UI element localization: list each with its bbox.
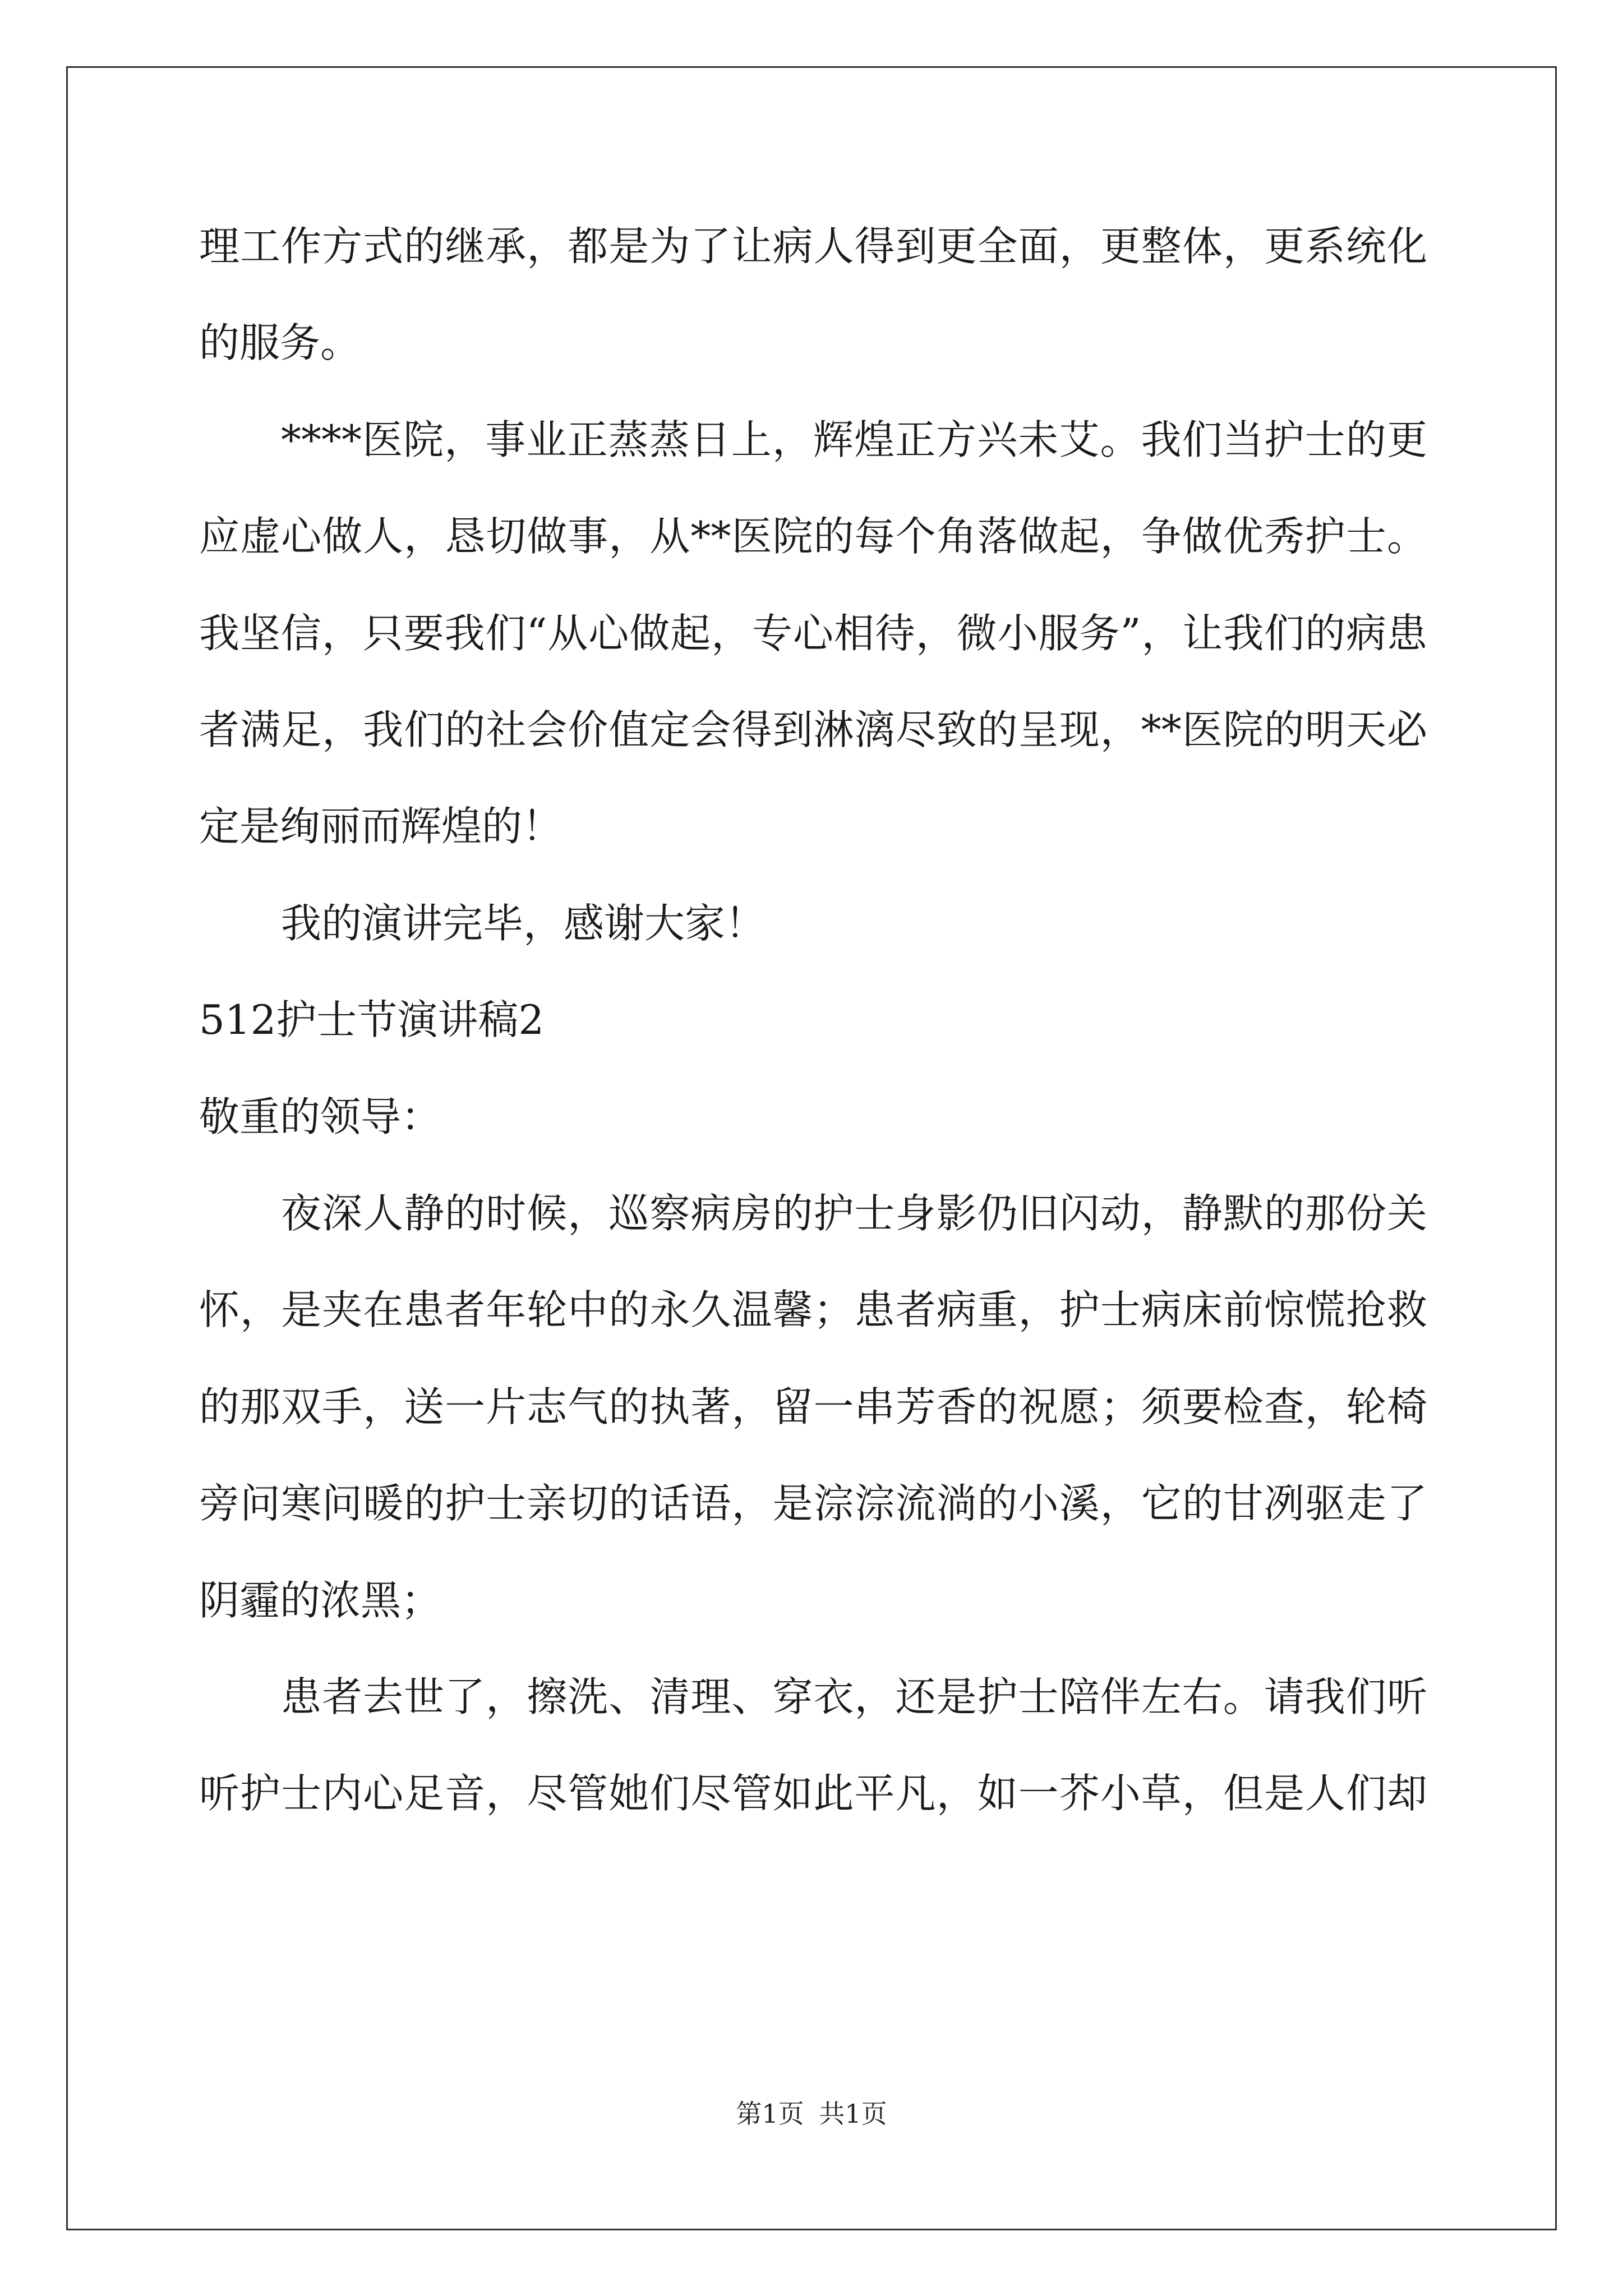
- text-line: 的那双手，送一片志气的执著，留一串芳香的祝愿；须要检查，轮椅: [199, 1383, 1427, 1430]
- paragraph-first-line: 我的演讲完毕，感谢大家！: [281, 900, 766, 947]
- text-line: 者满足，我们的社会价值定会得到淋漓尽致的呈现，**医院的明天必: [199, 706, 1427, 753]
- paragraph-first-line: 患者去世了，擦洗、清理、穿衣，还是护士陪伴左右。请我们听: [281, 1673, 1427, 1720]
- text-line: 阴霾的浓黑；: [199, 1577, 442, 1624]
- paragraph-first-line: ****医院，事业正蒸蒸日上，辉煌正方兴未艾。我们当护士的更: [281, 416, 1427, 463]
- text-line: 应虚心做人，恳切做事，从**医院的每个角落做起，争做优秀护士。: [199, 513, 1427, 560]
- text-line: 定是绚丽而辉煌的！: [199, 803, 563, 850]
- page-total: 共1页: [819, 2099, 887, 2129]
- section-heading: 512护士节演讲稿2: [199, 996, 545, 1043]
- text-line: 的服务。: [199, 319, 361, 366]
- paragraph-first-line: 夜深人静的时候，巡察病房的护士身影仍旧闪动，静默的那份关: [281, 1190, 1427, 1237]
- page-border: [66, 66, 1557, 2230]
- page-footer: [0, 2097, 1623, 2131]
- text-line: 我坚信，只要我们“从心做起，专心相待，微小服务”，让我们的病患: [199, 610, 1427, 657]
- salutation: 敬重的领导：: [199, 1093, 442, 1140]
- text-line: 理工作方式的继承，都是为了让病人得到更全面，更整体，更系统化: [199, 223, 1427, 270]
- text-line: 听护士内心足音，尽管她们尽管如此平凡，如一芥小草，但是人们却: [199, 1770, 1427, 1817]
- text-line: 旁问寒问暖的护士亲切的话语，是淙淙流淌的小溪，它的甘冽驱走了: [199, 1480, 1427, 1527]
- text-line: 怀，是夹在患者年轮中的永久温馨；患者病重，护士病床前惊慌抢救: [199, 1286, 1427, 1333]
- page-number: 第1页: [736, 2099, 804, 2129]
